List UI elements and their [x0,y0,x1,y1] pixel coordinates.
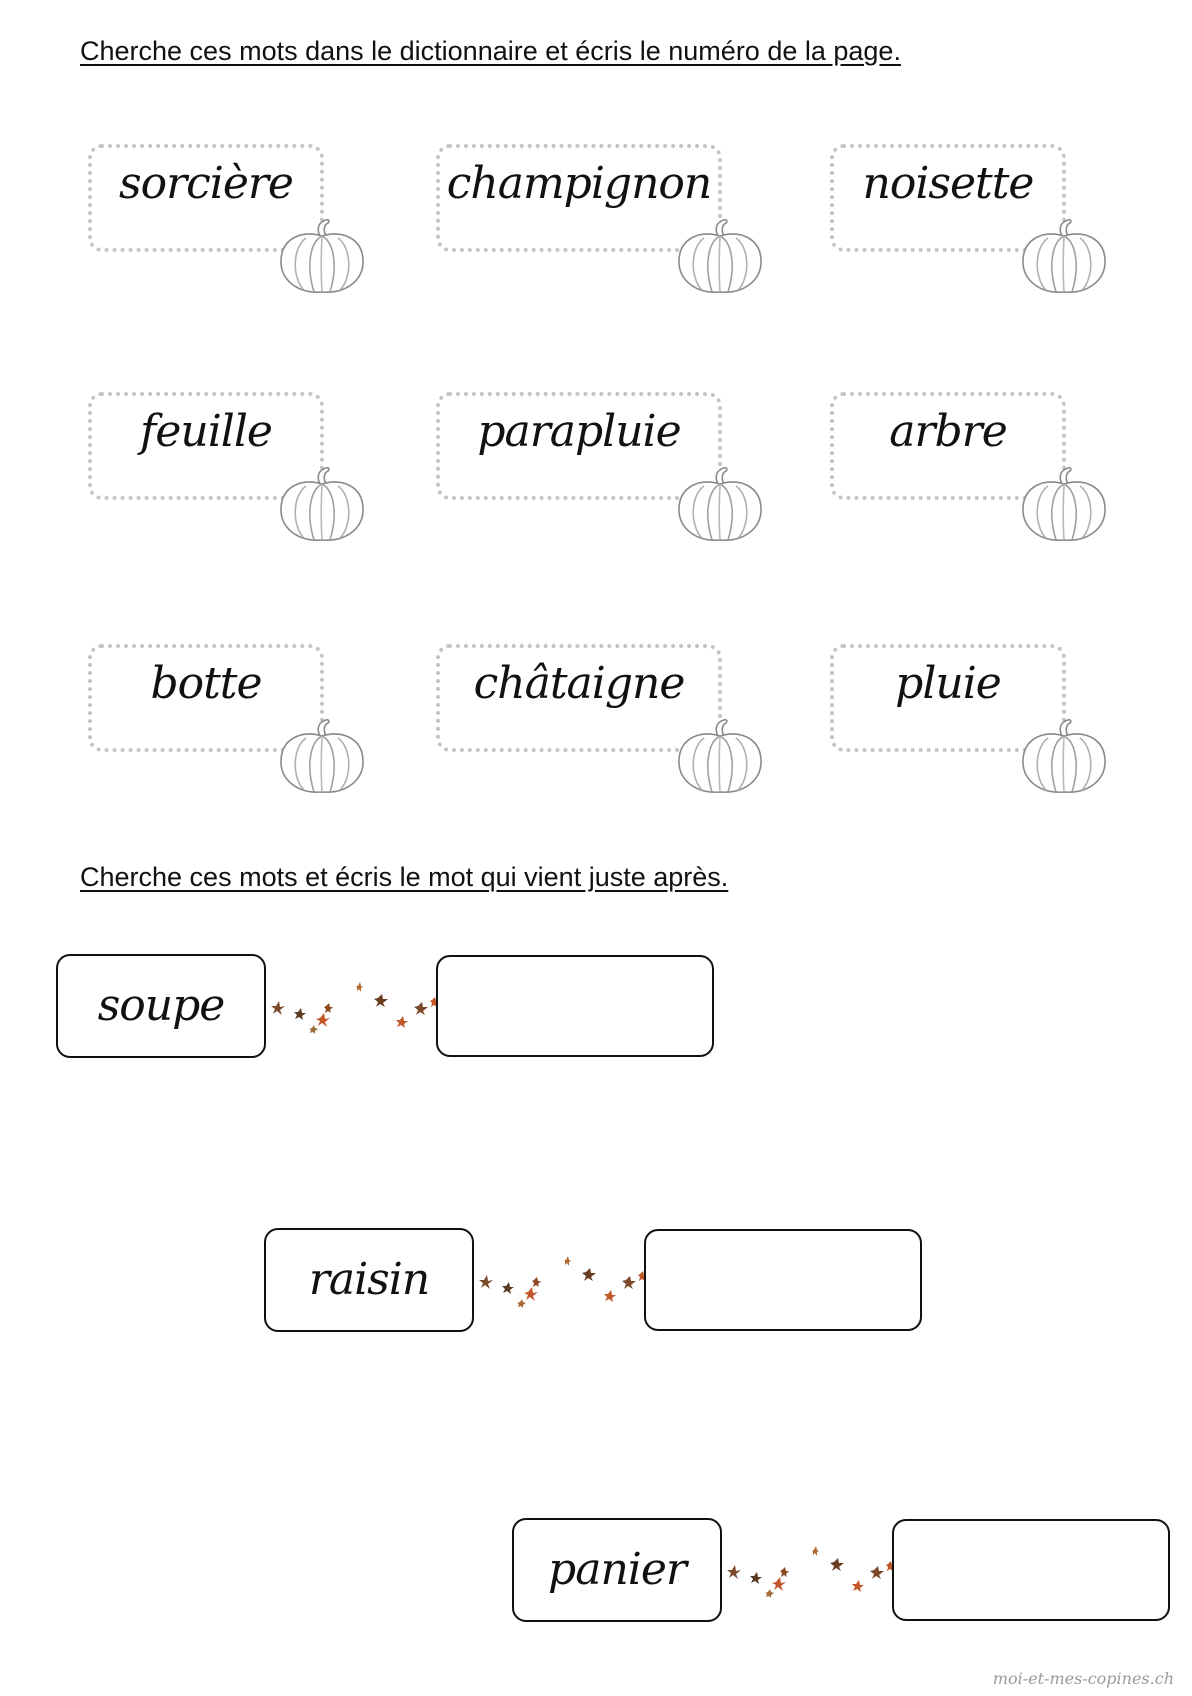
word-card [436,144,712,258]
word-label: noisette [862,158,1034,209]
autumn-leaves-icon [268,976,438,1038]
pumpkin-icon [1018,216,1110,296]
pumpkin-icon [276,716,368,796]
word-label: arbre [889,406,1007,457]
answer-box[interactable] [644,1229,922,1331]
word-card [88,644,334,758]
word-label: champignon [446,158,712,209]
word-label: châtaigne [473,658,685,709]
word-label: pluie [895,658,1001,709]
next-word-row [56,954,716,1058]
pumpkin-icon [276,464,368,544]
pumpkin-icon [1018,716,1110,796]
credit-watermark: moi-et-mes-copines.ch [992,1669,1174,1688]
next-word-row [264,1228,924,1332]
answer-box[interactable] [892,1519,1170,1621]
next-word-row [512,1518,1172,1622]
word-card [88,392,334,506]
word-card [830,644,1076,758]
word-card [436,644,685,758]
given-word: soupe [97,980,225,1031]
word-label: parapluie [477,406,681,457]
given-word: raisin [308,1254,430,1305]
instruction-page-number: Cherche ces mots dans le dictionnaire et écris le numéro de la page. [80,36,901,66]
autumn-leaves-icon [476,1250,646,1312]
word-card [436,392,682,506]
word-card [830,392,1076,506]
word-label: botte [150,658,262,709]
given-word-box [56,954,266,1058]
pumpkin-icon [674,716,766,796]
given-word-box [264,1228,474,1332]
word-label: sorcière [119,158,293,209]
instruction-next-word: Cherche ces mots et écris le mot qui vient juste après. [80,862,729,892]
pumpkin-icon [1018,464,1110,544]
autumn-leaves-icon [724,1540,894,1602]
answer-box[interactable] [436,955,714,1057]
word-card [88,144,334,258]
pumpkin-icon [674,464,766,544]
pumpkin-icon [674,216,766,296]
given-word: panier [548,1544,686,1595]
pumpkin-icon [276,216,368,296]
word-card [830,144,1076,258]
word-label: feuille [140,406,272,457]
given-word-box [512,1518,722,1622]
